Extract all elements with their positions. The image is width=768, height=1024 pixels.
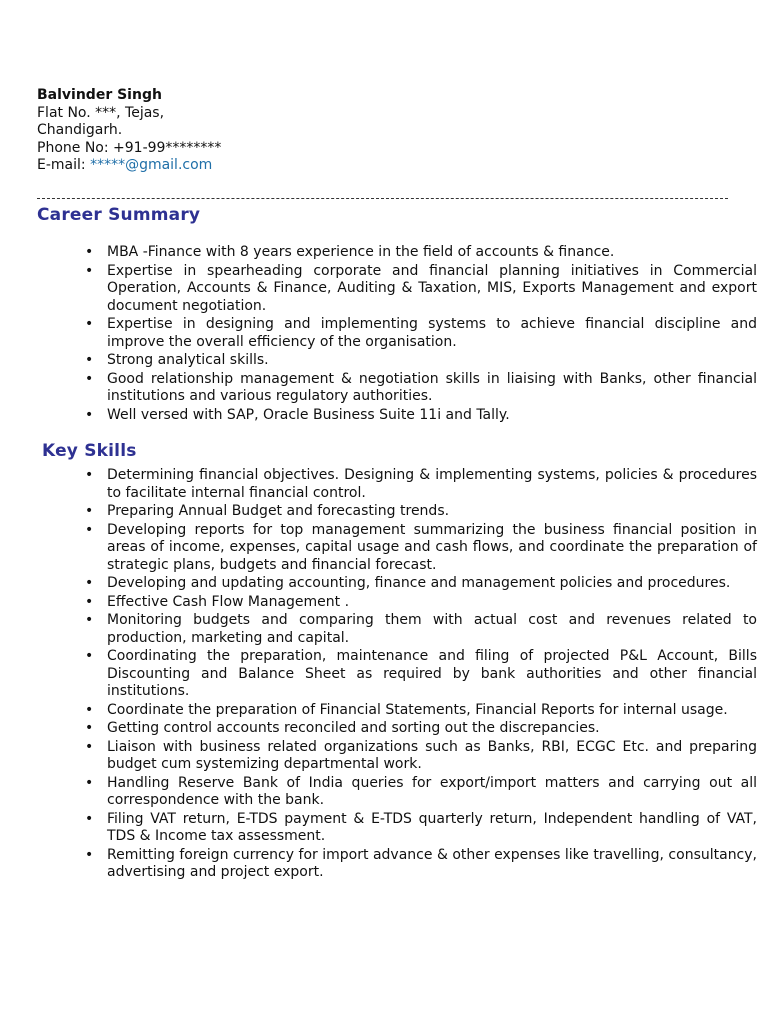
list-item: • MBA -Finance with 8 years experience in the field of accounts & finance.: [107, 244, 757, 262]
list-item: • Preparing Annual Budget and forecasting trends.: [107, 503, 757, 521]
list-item: • Good relationship management & negotiation skills in liaising with Banks, other financial institutions and various regulatory authorities.: [107, 371, 757, 406]
section-divider: [37, 198, 728, 199]
list-item: • Effective Cash Flow Management .: [107, 594, 757, 612]
list-item: • Filing VAT return, E-TDS payment & E-TDS quarterly return, Independent handling of VAT, TDS & Income tax assessment.: [107, 811, 757, 846]
phone-number: Phone No: +91-99********: [37, 139, 222, 156]
list-item: • Coordinate the preparation of Financial Statements, Financial Reports for internal usage.: [107, 702, 757, 720]
list-item: • Strong analytical skills.: [107, 352, 757, 370]
list-item: • Determining financial objectives. Designing & implementing systems, policies & procedures to facilitate internal financial control.: [107, 467, 757, 502]
email-label: E-mail:: [37, 157, 91, 173]
career-summary-list: [80, 244, 757, 425]
career-summary-heading: Career Summary: [37, 205, 201, 225]
list-item: • Well versed with SAP, Oracle Business Suite 11i and Tally.: [107, 407, 757, 425]
email-row: [37, 157, 221, 175]
list-item: • Expertise in designing and implementing systems to achieve financial discipline and improve the overall efficiency of the organisation.: [107, 316, 757, 351]
list-item: • Getting control accounts reconciled and sorting out the discrepancies.: [107, 720, 757, 738]
list-item: • Handling Reserve Bank of India queries for export/import matters and carrying out all correspondence with the bank.: [107, 775, 757, 810]
list-item: • Liaison with business related organizations such as Banks, RBI, ECGC Etc. and preparing budget cum systemizing departmental work.: [107, 739, 757, 774]
list-item: • Expertise in spearheading corporate and financial planning initiatives in Commercial Operation, Accounts & Finance, Auditing & Taxation, MIS, Exports Management and export document negotiation.: [107, 263, 757, 316]
address-line-2: Chandigarh.: [37, 122, 123, 138]
list-item: • Developing reports for top management summarizing the business financial position in areas of income, expenses, capital usage and cash flows, and coordinate the preparation of strategic plans, budgets and financial forecast.: [107, 522, 757, 575]
candidate-name: Balvinder Singh: [37, 87, 162, 103]
contact-block: [37, 87, 221, 175]
list-item: • Coordinating the preparation, maintenance and filing of projected P&L Account, Bills Discounting and Balance Sheet as required by bank authorities and other financial institutions.: [107, 648, 757, 701]
list-item: • Monitoring budgets and comparing them with actual cost and revenues related to production, marketing and capital.: [107, 612, 757, 647]
email-link[interactable]: *****@gmail.com: [90, 157, 213, 173]
key-skills-heading: Key Skills: [42, 441, 137, 461]
address-line-1: Flat No. ***, Tejas,: [37, 104, 165, 121]
list-item: • Remitting foreign currency for import advance & other expenses like travelling, consultancy, advertising and project export.: [107, 847, 757, 882]
key-skills-list: [80, 467, 757, 883]
list-item: • Developing and updating accounting, finance and management policies and procedures.: [107, 575, 757, 593]
